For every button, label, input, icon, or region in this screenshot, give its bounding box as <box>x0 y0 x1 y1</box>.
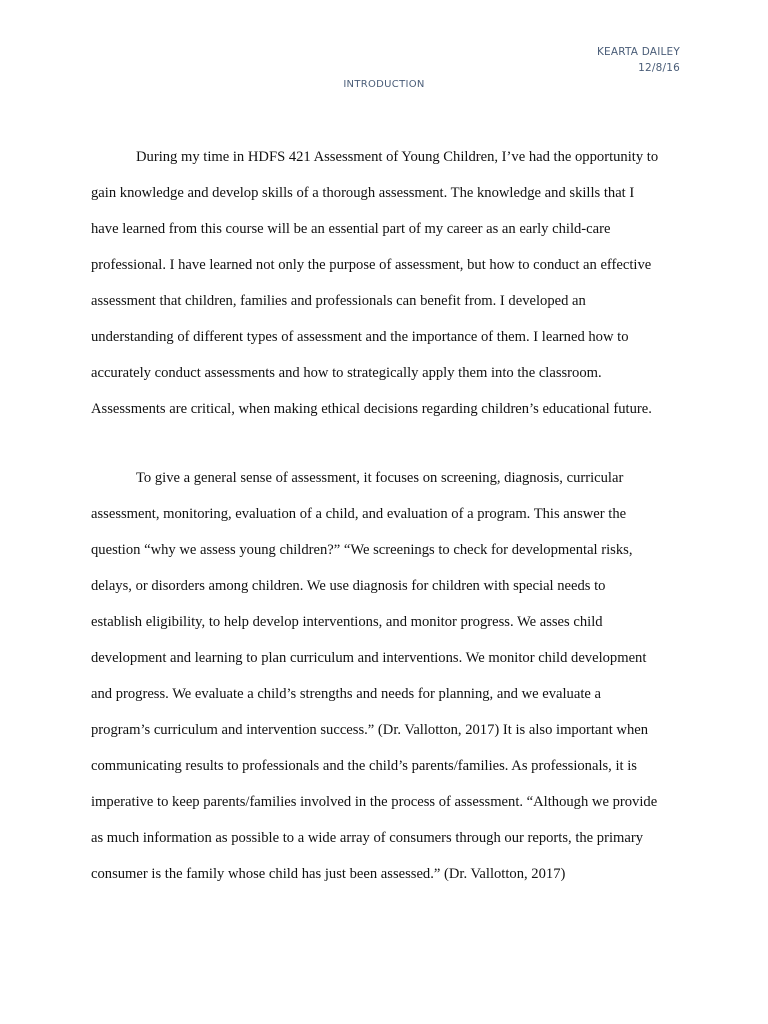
document-title: INTRODUCTION <box>343 79 425 90</box>
paragraph-line: and progress. We evaluate a child’s strengths and needs for planning, and we evaluate a <box>91 686 601 702</box>
paragraph-line: development and learning to plan curriculum and interventions. We monitor child development <box>91 650 647 666</box>
author-name: KEARTA DAILEY <box>596 46 680 58</box>
paragraph-line: To give a general sense of assessment, it focuses on screening, diagnosis, curricular <box>136 470 624 486</box>
paragraph-line: Assessments are critical, when making ethical decisions regarding children’s educational future. <box>91 401 652 417</box>
paragraph-line: gain knowledge and develop skills of a thorough assessment. The knowledge and skills that I <box>91 185 635 201</box>
paragraph-line: have learned from this course will be an essential part of my career as an early child-care <box>91 221 611 237</box>
document-date: 12/8/16 <box>638 62 680 74</box>
paragraph-line: understanding of different types of assessment and the importance of them. I learned how to <box>91 329 629 345</box>
paragraph-line: program’s curriculum and intervention success.” (Dr. Vallotton, 2017) It is also important when <box>91 722 649 738</box>
paragraph-line: assessment that children, families and professionals can benefit from. I developed an <box>91 293 586 309</box>
paragraph-line: as much information as possible to a wide array of consumers through our reports, the primary <box>91 830 643 846</box>
paragraph-line: consumer is the family whose child has just been assessed.” (Dr. Vallotton, 2017) <box>91 866 566 882</box>
paragraph-line: establish eligibility, to help develop interventions, and monitor progress. We asses child <box>91 614 603 630</box>
paragraph-line: During my time in HDFS 421 Assessment of Young Children, I’ve had the opportunity to <box>136 149 659 165</box>
paragraph-line: imperative to keep parents/families involved in the process of assessment. “Although we provide <box>91 794 658 810</box>
paragraph-line: accurately conduct assessments and how to strategically apply them into the classroom. <box>91 365 602 381</box>
document-header <box>597 44 680 76</box>
paragraph-line: assessment, monitoring, evaluation of a child, and evaluation of a program. This answer the <box>91 506 627 522</box>
paragraph-line: delays, or disorders among children. We use diagnosis for children with special needs to <box>91 578 606 594</box>
paragraph-line: communicating results to professionals and the child’s parents/families. As professionals, it is <box>91 758 637 774</box>
paragraph-line: question “why we assess young children?” “We screenings to check for developmental risks, <box>91 542 633 558</box>
paragraph-line: professional. I have learned not only the purpose of assessment, but how to conduct an effective <box>91 257 652 273</box>
